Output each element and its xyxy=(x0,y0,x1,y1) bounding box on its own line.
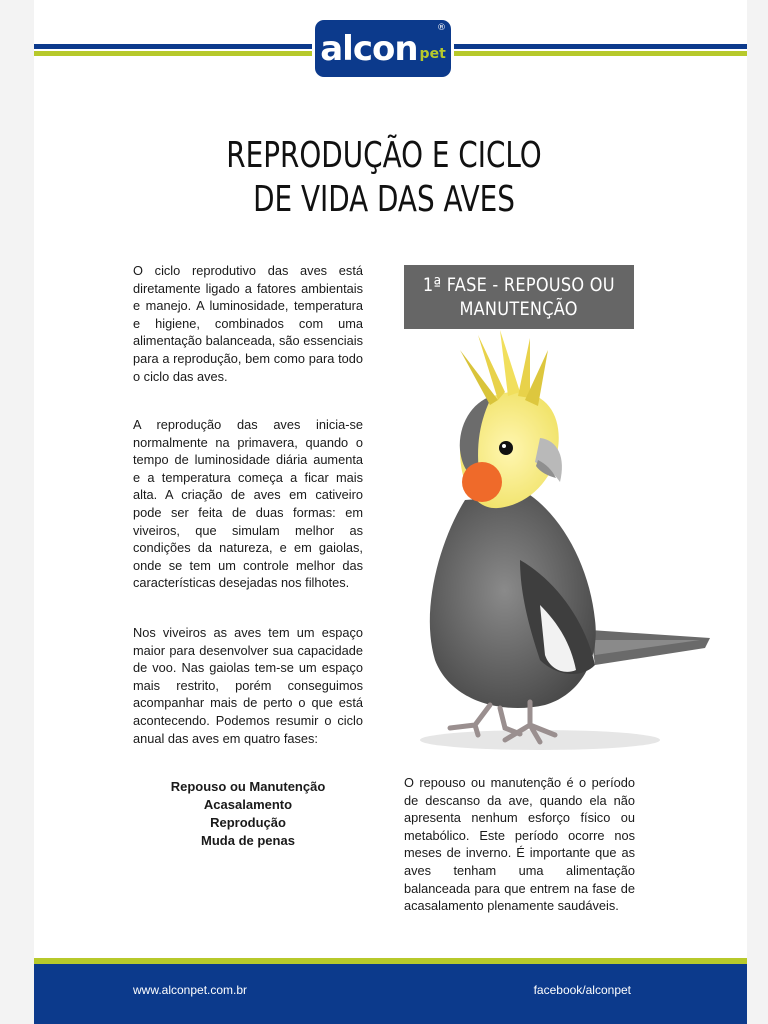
phase-heading-line-1: 1ª FASE - REPOUSO OU xyxy=(423,274,615,296)
logo-main-text: alcon xyxy=(320,28,418,69)
phase-heading-box xyxy=(404,265,634,329)
phase-heading-line-2: MANUTENÇÃO xyxy=(459,298,579,320)
phase-item: Muda de penas xyxy=(201,833,295,848)
logo-sub-text: pet xyxy=(419,45,446,62)
paragraph-reproduction: A reprodução das aves inicia-se normalmente na primavera, quando o tempo de luminosidade diária aumenta e a temperatura começa a ficar mais alta. A criação de aves em cativeiro pode ser feita de duas formas: em viveiros, que simulam melhor as condições da natureza, e em gaiolas, onde se tem um controle melhor das características desejadas nos filhotes. xyxy=(133,417,363,591)
footer-bar xyxy=(34,964,747,1024)
phase-item: Repouso ou Manutenção xyxy=(170,779,326,794)
phase-item: Reprodução xyxy=(210,815,286,830)
title-line-2: DE VIDA DAS AVES xyxy=(253,179,515,220)
paragraph-intro: O ciclo reprodutivo das aves está diretamente ligado a fatores ambientais e manejo. A luminosidade, temperatura e higiene, combinados com uma alimentação balanceada, são essenciais para a reprodução, bem como para todo o ciclo das aves. xyxy=(133,263,363,384)
title-line-1: REPRODUÇÃO E CICLO xyxy=(226,135,542,176)
website-link[interactable]: www.alconpet.com.br xyxy=(133,983,248,997)
alconpet-logo xyxy=(315,20,451,77)
phase-list xyxy=(133,778,363,850)
paragraph-phase-1: O repouso ou manutenção é o período de descanso da ave, quando ela não apresenta nenhum esforço físico ou metabólico. Este período ocorre nos meses de inverno. É importante que as aves tenham uma alimentação balanceada para que entrem na fase de acasalamento plenamente saudáveis. xyxy=(404,775,635,914)
cockatiel-image xyxy=(380,330,720,770)
paragraph-breeding-space: Nos viveiros as aves tem um espaço maior para desenvolver sua capacidade de voo. Nas gaiolas tem-se um espaço mais restrito, porém conseguimos acompanhar mais de perto o que está acontecendo. Podemos resumir o ciclo anual das aves em quatro fases: xyxy=(133,625,363,746)
registered-mark: ® xyxy=(437,23,446,33)
facebook-link[interactable]: facebook/alconpet xyxy=(533,983,631,997)
phase-item: Acasalamento xyxy=(203,797,293,812)
page-title xyxy=(169,134,599,222)
